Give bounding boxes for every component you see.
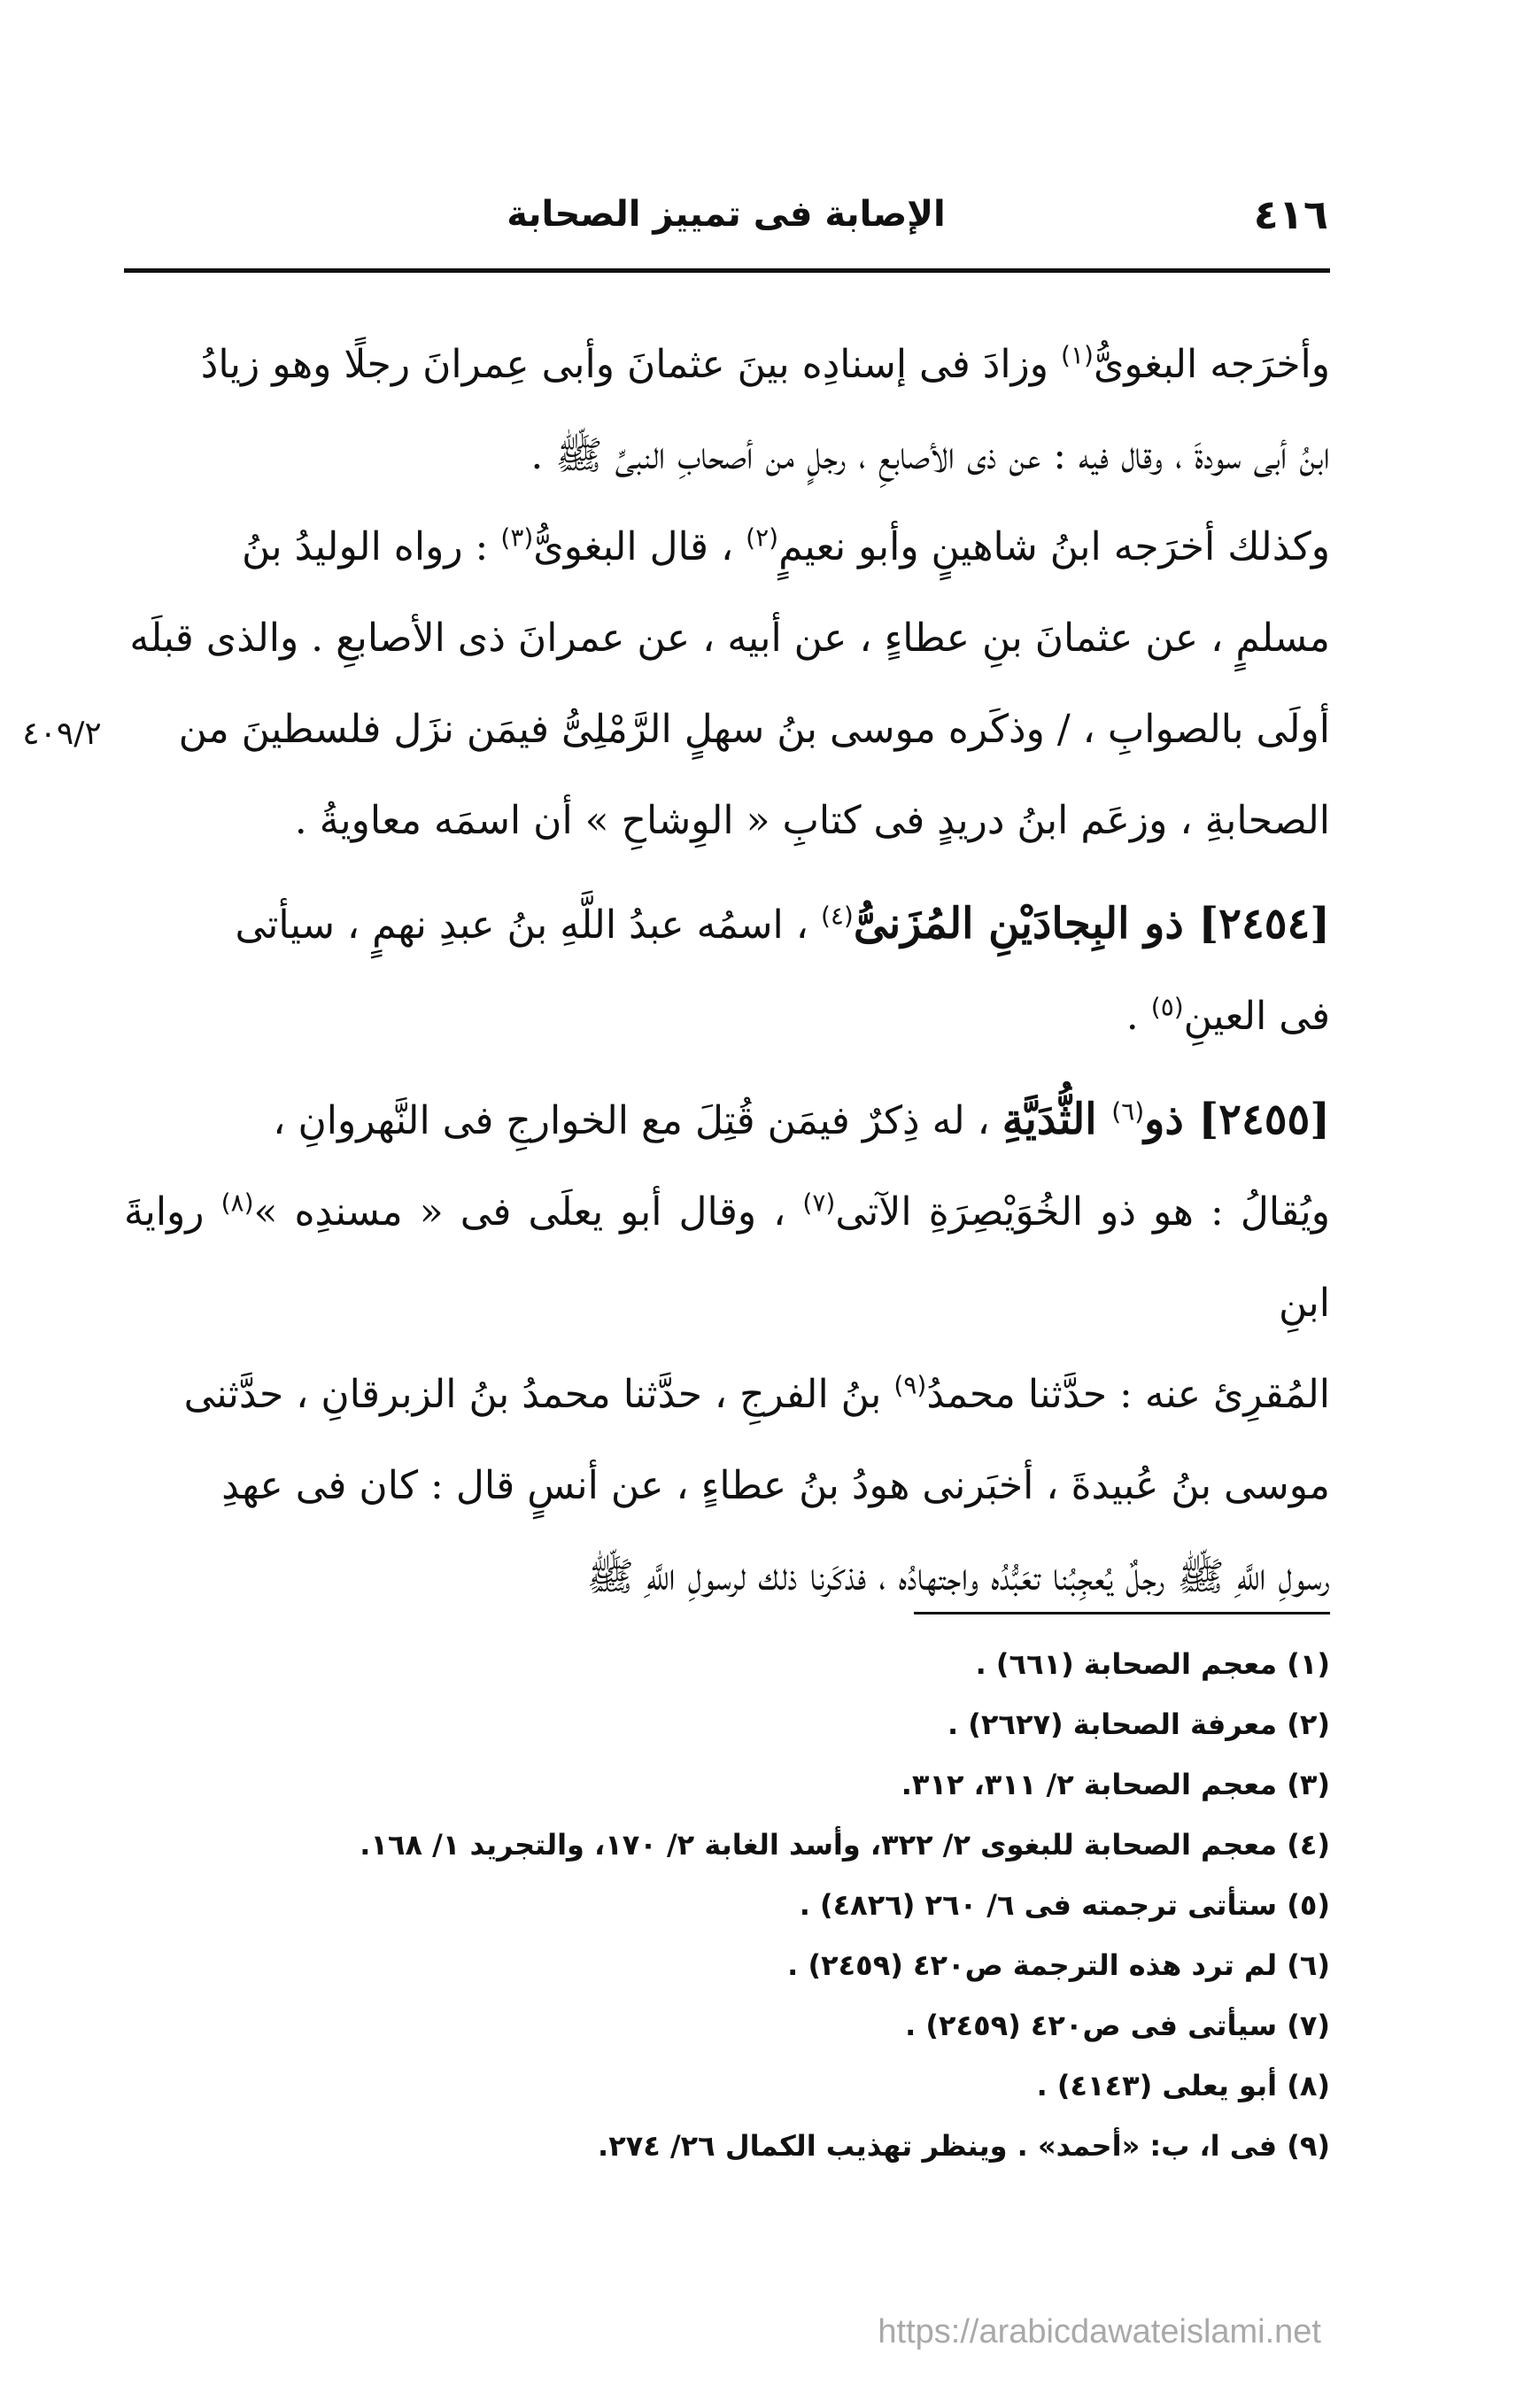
footnote-1: (١) معجم الصحابة (٦٦١) . xyxy=(975,1647,1330,1681)
footnote-ref-6: (٦) xyxy=(1111,1096,1145,1127)
text-line: أولَى بالصوابِ ، / وذكَره موسى بنُ سهلٍ الرَّمْلِىُّ فيمَن نزَل فلسطينَ من xyxy=(178,707,1330,752)
text-line: الصحابةِ ، وزعَم ابنُ دريدٍ فى كتابِ « الوِشاحِ » أن اسمَه معاويةُ . xyxy=(294,798,1330,843)
margin-reference: ٤٠٩/٢ xyxy=(22,716,102,752)
footnote-ref-2: (٢) xyxy=(746,523,779,553)
footnote-ref-8: (٨) xyxy=(220,1188,254,1218)
text-line: رسولِ اللَّهِ ﷺ رجلٌ يُعجِبُنا تعَبُّدُه واجتهادُه ، فذكَرنا ذلك لرسولِ اللَّهِ ﷺ xyxy=(586,1554,1330,1599)
text-line xyxy=(124,879,1330,971)
footnote-6: (٦) لم ترد هذه الترجمة ص٤٢٠ (٢٤٥٩) . xyxy=(787,1948,1330,1982)
footnote-4: (٤) معجم الصحابة للبغوى ٢/ ٣٢٢، وأسد الغابة ٢/ ١٧٠، والتجريد ١/ ١٦٨. xyxy=(360,1828,1330,1862)
text-span: ، وقال أبو يعلَى فى « مسندِه » xyxy=(253,1189,803,1235)
text-span: ، قال البغوىُّ xyxy=(533,524,746,569)
footnote-2: (٢) معرفة الصحابة (٢٦٢٧) . xyxy=(947,1707,1330,1741)
entry-heading: [٢٤٥٤] ذو البِجادَيْنِ المُزَنىُّ xyxy=(853,899,1330,948)
footnote-9: (٩) فى ا، ب: «أحمد» . وينظر تهذيب الكمال ٢٦/ ٢٧٤. xyxy=(598,2129,1330,2163)
text-line: مسلمٍ ، عن عثمانَ بنِ عطاءٍ ، عن أبيه ، عن عمرانَ ذى الأصابعِ . والذى قبلَه xyxy=(129,616,1330,661)
running-header xyxy=(124,190,1328,252)
text-line xyxy=(124,1166,1330,1349)
text-span: . xyxy=(1125,994,1151,1039)
text-span: بنُ الفرجِ ، حدَّثنا محمدُ بنُ الزبرقانِ ، حدَّثنى xyxy=(183,1372,894,1417)
main-text xyxy=(124,319,1330,1622)
header-rule xyxy=(124,268,1330,273)
text-line xyxy=(124,319,1330,410)
text-line xyxy=(124,1074,1330,1166)
text-span: وزادَ فى إسنادِه بينَ عثمانَ وأبى عِمرانَ رجلًا وهو زيادُ xyxy=(200,342,1062,387)
text-span: ، له ذِكرٌ فيمَن قُتِلَ مع الخوارجِ فى النَّهروانِ ، xyxy=(273,1098,1002,1143)
text-line xyxy=(124,971,1330,1062)
text-span: وكذلك أخرَجه ابنُ شاهينٍ وأبو نعيمٍ xyxy=(778,524,1330,569)
text-span: : رواه الوليدُ بنُ xyxy=(241,524,501,569)
entry-2455 xyxy=(124,1074,1330,1622)
text-span: وأخرَجه البغوىُّ xyxy=(1093,342,1330,387)
text-span: فى العينِ xyxy=(1183,994,1330,1039)
entry-heading-name: الثُّدَيَّةِ xyxy=(1002,1095,1112,1144)
footnote-5: (٥) ستأتى ترجمته فى ٦/ ٢٦٠ (٤٨٢٦) . xyxy=(799,1888,1330,1922)
text-span: ويُقالُ : هو ذو الخُوَيْصِرَةِ الآتى xyxy=(835,1189,1330,1235)
text-span: المُقرِئ عنه : حدَّثنا محمدُ xyxy=(926,1372,1330,1417)
footnote-ref-9: (٩) xyxy=(893,1370,927,1400)
running-title: الإصابة فى تمييز الصحابة xyxy=(507,194,946,235)
text-line: موسى بنُ عُبيدةَ ، أخبَرنى هودُ بنُ عطاءٍ ، عن أنسٍ قال : كان فى عهدِ xyxy=(221,1463,1330,1508)
page-number: ٤١٦ xyxy=(1253,190,1328,238)
text-span: روايةَ ابنِ xyxy=(124,1189,1330,1326)
text-line xyxy=(124,501,1330,592)
text-line: ابنُ أبى سودةَ ، وقال فيه : عن ذى الأصابعِ ، رجلٍ من أصحابِ النبىِّ ﷺ . xyxy=(530,433,1330,478)
footnote-ref-4: (٤) xyxy=(820,901,854,931)
footnote-ref-3: (٣) xyxy=(500,523,534,553)
footnote-ref-5: (٥) xyxy=(1150,992,1184,1022)
text-line xyxy=(124,1349,1330,1440)
entry-2454 xyxy=(124,879,1330,1062)
footnote-7: (٧) سيأتى فى ص٤٢٠ (٢٤٥٩) . xyxy=(905,2009,1330,2042)
watermark-url: https://arabicdawateislami.net xyxy=(878,2313,1321,2350)
paragraph-1 xyxy=(124,319,1330,866)
text-span: ، اسمُه عبدُ اللَّهِ بنُ عبدِ نهمٍ ، سيأتى xyxy=(235,902,821,948)
footnote-3: (٣) معجم الصحابة ٢/ ٣١١، ٣١٢. xyxy=(901,1768,1330,1801)
footnote-separator xyxy=(914,1612,1330,1614)
footnote-ref-7: (٧) xyxy=(802,1188,836,1218)
footnote-8: (٨) أبو يعلى (٤١٤٣) . xyxy=(1036,2069,1330,2102)
entry-heading: [٢٤٥٥] ذو xyxy=(1144,1095,1330,1144)
footnotes xyxy=(124,1634,1330,2176)
footnote-ref-1: (١) xyxy=(1061,340,1094,370)
